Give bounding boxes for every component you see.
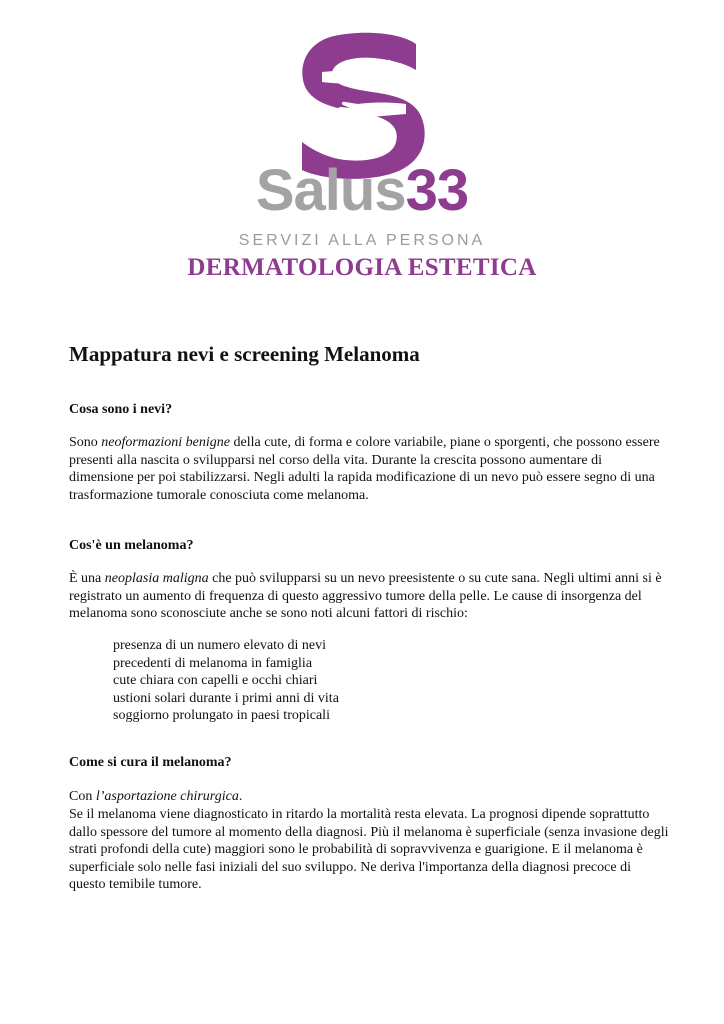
list-item: ustioni solari durante i primi anni di vita bbox=[113, 690, 339, 706]
emphasis-text: l’asportazione chirurgica bbox=[95, 789, 239, 804]
list-item: presenza di un numero elevato di nevi bbox=[113, 638, 327, 653]
brand-name bbox=[0, 158, 724, 223]
section-body-cura-intro: Con l’asportazione chirurgica. bbox=[69, 789, 243, 804]
section-body-nevi: Sono neoformazioni benigne della cute, di forma e colore variabile, piane o sporgenti, che possono essere presenti alla nascita o svilupparsi nel corso della vita. Durante la crescita possono aumentare di dimensione per poi stabilizzarsi. Negli adulti la rapida modificazione di un nevo può essere segno di una trasformazione tumorale conosciuta come melanoma. bbox=[69, 435, 660, 503]
section-heading-melanoma: Cos'è un melanoma? bbox=[69, 538, 194, 553]
brand-tagline: SERVIZI ALLA PERSONA bbox=[238, 232, 486, 249]
department-heading: DERMATOLOGIA ESTETICA bbox=[187, 254, 537, 281]
list-item: cute chiara con capelli e occhi chiari bbox=[113, 673, 318, 688]
list-item: soggiorno prolungato in paesi tropicali bbox=[113, 708, 330, 723]
brand-name-part2: 33 bbox=[405, 158, 469, 223]
page-title: Mappatura nevi e screening Melanoma bbox=[69, 342, 420, 366]
emphasis-text: neoformazioni benigne bbox=[101, 435, 231, 450]
section-body-cura: Se il melanoma viene diagnosticato in ritardo la mortalità resta elevata. La prognosi dipende soprattutto dallo spessore del tumore al momento della diagnosi. Più il melanoma è superficiale (senza invasione degli strati profondi della cute) maggiori sono le probabilità di sopravvivenza e guarigione. E il melanoma è superficiale solo nelle fasi iniziali del suo sviluppo. Ne deriva l'importanza della diagnosi precoce di questo temibile tumore. bbox=[69, 807, 669, 892]
emphasis-text: neoplasia maligna bbox=[104, 571, 209, 586]
brand-name-part1: Salus bbox=[255, 158, 406, 223]
section-heading-cura: Come si cura il melanoma? bbox=[69, 755, 232, 770]
list-item: precedenti di melanoma in famiglia bbox=[113, 655, 313, 671]
section-body-melanoma: È una neoplasia maligna che può svilupparsi su un nevo preesistente o su cute sana. Negli ultimi anni si è registrato un aumento di frequenza di questo aggressivo tumore della pelle. Le cause di insorgenza del melanoma sono sconosciute anche se sono noti alcuni fattori di rischio: bbox=[69, 571, 662, 621]
risk-factor-list bbox=[113, 637, 339, 725]
section-heading-nevi: Cosa sono i nevi? bbox=[69, 402, 173, 417]
logo-header bbox=[0, 0, 724, 281]
